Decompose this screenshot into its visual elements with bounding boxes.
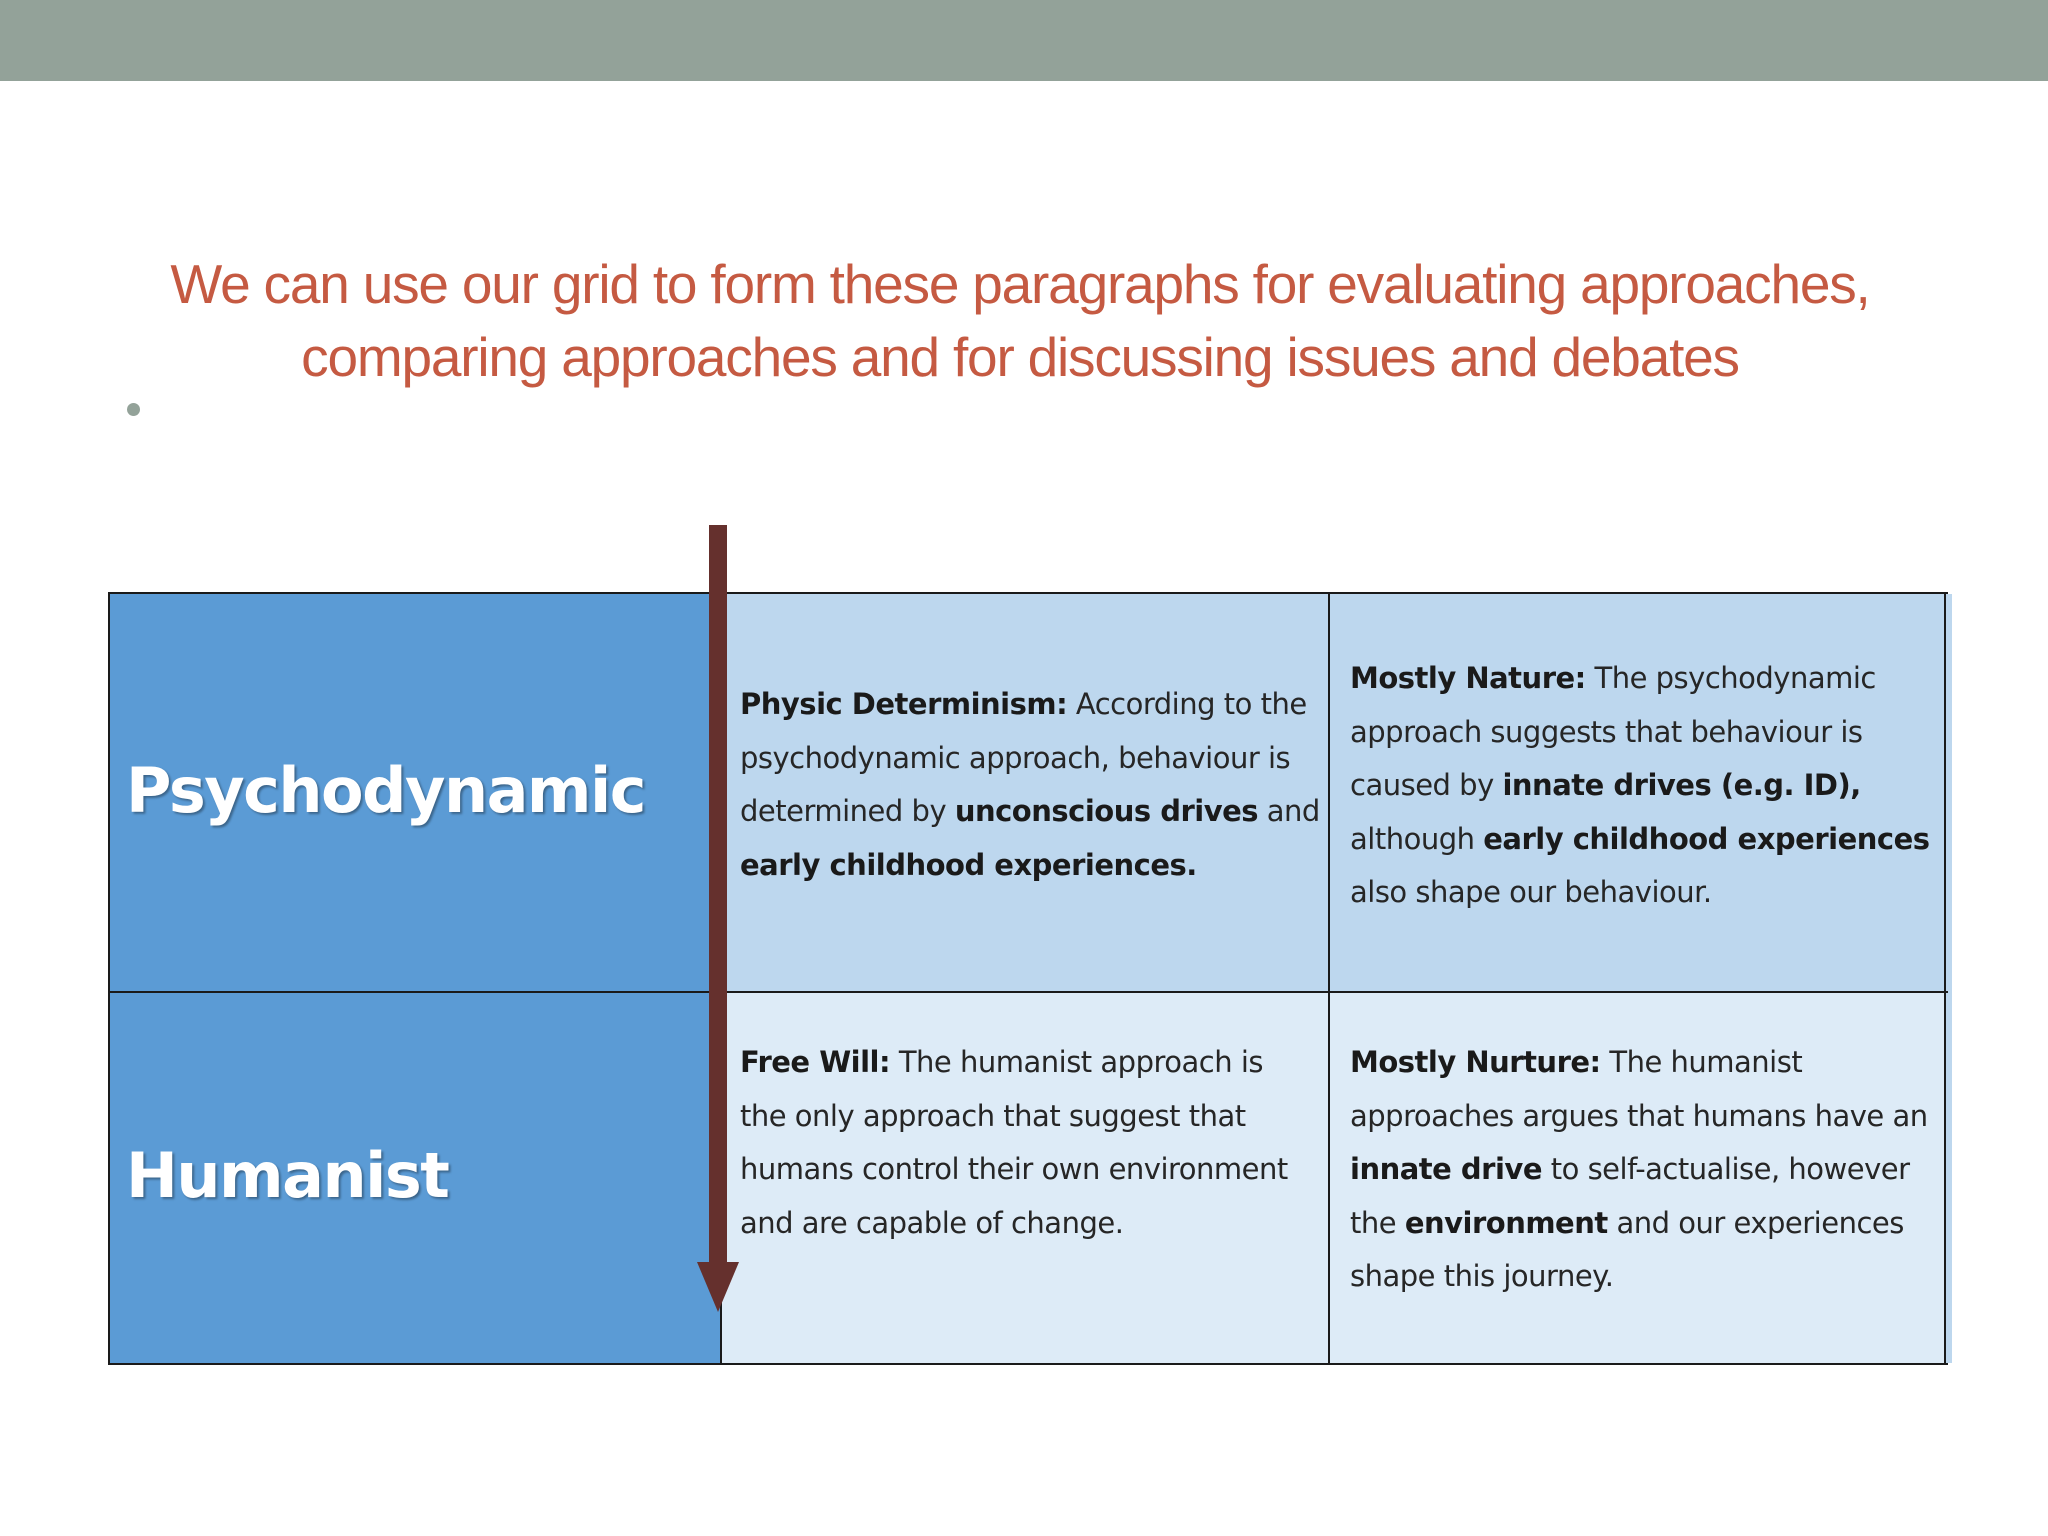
bold-text-segment: Physic Determinism:: [740, 687, 1068, 721]
arrow-shaft: [709, 525, 727, 1270]
text-segment: The humanist approaches argues that humans have an: [1350, 1045, 1928, 1133]
determinism-text-humanist: [740, 1036, 1310, 1250]
comparison-grid: [108, 590, 1948, 1365]
bold-text-segment: unconscious drives: [954, 794, 1259, 828]
text-segment: According to the psychodynamic approach, behaviour is determined by: [740, 687, 1307, 828]
bullet-dot-icon: [127, 403, 140, 416]
arrow-head: [697, 1262, 739, 1312]
grid-line-bottom: [108, 1363, 1948, 1365]
slide-title: [60, 248, 1980, 394]
slide-title-line-2: comparing approaches and for discussing issues and debates: [301, 326, 1739, 388]
text-segment: also shape our behaviour.: [1350, 875, 1712, 909]
determinism-text-psychodynamic: [740, 678, 1330, 892]
text-segment: to self-actualise, however the: [1350, 1152, 1910, 1240]
right-edge-strip: [1946, 594, 1952, 1363]
top-accent-bar: [0, 0, 2048, 81]
bold-text-segment: innate drive: [1350, 1152, 1543, 1186]
text-segment: although: [1350, 821, 1484, 856]
determinism-cell-humanist: [722, 993, 1328, 1363]
bold-text-segment: early childhood experiences: [1483, 821, 1930, 856]
grid-line-right: [1944, 592, 1946, 1365]
nature-nurture-text-psychodynamic: [1350, 652, 1940, 920]
nature-nurture-cell-psychodynamic: [1330, 594, 1946, 991]
nature-nurture-text-humanist: [1350, 1036, 1940, 1304]
approach-cell-psychodynamic: [110, 594, 716, 991]
grid-line-left: [108, 592, 110, 1365]
bold-text-segment: innate drives (e.g. ID),: [1502, 768, 1861, 802]
grid-line-top: [108, 592, 1948, 594]
bold-text-segment: Free Will:: [740, 1045, 891, 1079]
text-segment: The humanist approach is the only approach that suggest that humans control their own environment and are capable of change.: [740, 1045, 1288, 1240]
approach-label-humanist: Humanist: [126, 1139, 449, 1212]
bold-text-segment: environment: [1404, 1205, 1608, 1240]
grid-line-col-2: [1328, 592, 1330, 1365]
text-segment: The psychodynamic approach suggests that behaviour is caused by: [1350, 661, 1876, 802]
text-segment: and: [1258, 794, 1320, 828]
determinism-cell-psychodynamic: [720, 594, 1328, 991]
approach-cell-humanist: [110, 993, 720, 1363]
bold-text-segment: Mostly Nature:: [1350, 661, 1586, 695]
slide-title-line-1: We can use our grid to form these paragraphs for evaluating approaches,: [170, 253, 1870, 315]
grid-line-middle: [108, 991, 1948, 993]
approach-label-psychodynamic: Psychodynamic: [126, 754, 646, 827]
bold-text-segment: early childhood experiences.: [740, 847, 1197, 882]
text-segment: and our experiences shape this journey.: [1350, 1205, 1904, 1293]
bold-text-segment: Mostly Nurture:: [1350, 1045, 1601, 1079]
nature-nurture-cell-humanist: [1330, 993, 1946, 1363]
